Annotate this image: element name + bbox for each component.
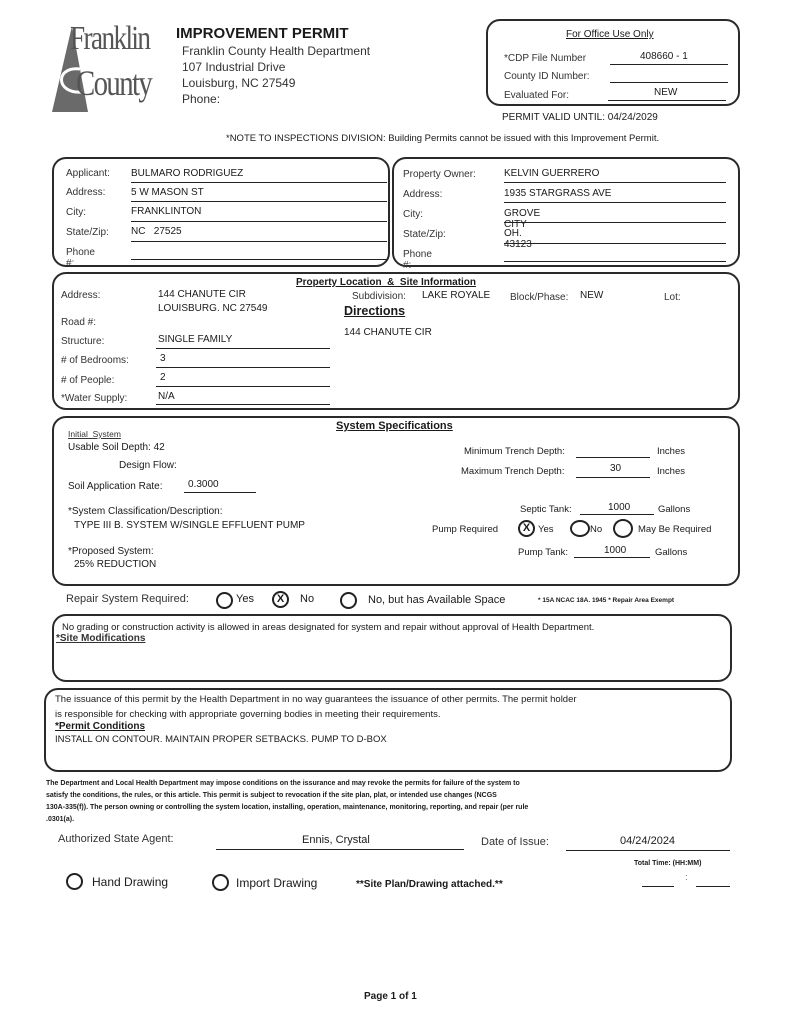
subdivision-value: LAKE ROYALE xyxy=(422,290,491,301)
site-plan-attached-note: **Site Plan/Drawing attached.** xyxy=(356,879,503,890)
septic-tank-value: 1000 xyxy=(608,502,631,513)
pump-no-radio[interactable] xyxy=(570,520,590,537)
people-value: 2 xyxy=(160,372,166,383)
design-flow-label: Design Flow: xyxy=(119,460,177,471)
evaluated-value: NEW xyxy=(654,87,678,98)
time-separator: : xyxy=(685,872,688,883)
structure-value: SINGLE FAMILY xyxy=(158,334,233,345)
owner-city: GROVE CITY xyxy=(504,208,541,230)
subdivision-label: Subdivision: xyxy=(352,291,406,302)
owner-label: Property Owner: xyxy=(403,169,476,180)
classification-label: *System Classification/Description: xyxy=(68,506,223,517)
property-address-line1: 144 CHANUTE CIR xyxy=(158,289,246,300)
structure-line xyxy=(156,348,330,349)
office-use-title: For Office Use Only xyxy=(566,29,654,40)
applicant-phone-label: Phone #: xyxy=(66,247,95,269)
soil-rate-value: 0.3000 xyxy=(188,479,219,490)
structure-label: Structure: xyxy=(61,336,105,347)
property-address-line2: LOUISBURG. NC 27549 xyxy=(158,303,268,314)
agent-label: Authorized State Agent: xyxy=(58,833,174,845)
agent-line xyxy=(216,849,464,850)
applicant-city-line xyxy=(131,221,387,222)
applicant-phone-line[interactable] xyxy=(131,259,387,260)
classification-value: TYPE III B. SYSTEM W/SINGLE EFFLUENT PUMP xyxy=(74,520,305,531)
owner-city-label: City: xyxy=(403,209,423,220)
owner-name-line xyxy=(504,182,726,183)
proposed-system-label: *Proposed System: xyxy=(68,546,154,557)
septic-gallons: Gallons xyxy=(658,504,691,515)
bedrooms-label: # of Bedrooms: xyxy=(61,355,129,366)
conditions-notice-1: The issuance of this permit by the Health Department in no way guarantees the issuance of other permits. The permit holder xyxy=(55,694,577,705)
office-use-box xyxy=(486,19,740,106)
people-line xyxy=(156,386,330,387)
cdp-line xyxy=(610,64,728,65)
inspection-note: *NOTE TO INSPECTIONS DIVISION: Building Permits cannot be issued with this Improvement Permit. xyxy=(226,133,660,144)
conditions-notice-2: is responsible for checking with appropriate governing bodies in meeting their requirements. xyxy=(55,709,441,720)
applicant-label: Applicant: xyxy=(66,168,110,179)
pump-tank-value: 1000 xyxy=(604,545,627,556)
directions-title: Directions xyxy=(344,304,406,318)
date-of-issue-value: 04/24/2024 xyxy=(620,835,676,847)
repair-space-radio[interactable] xyxy=(340,592,357,609)
total-time-label: Total Time: (HH:MM) xyxy=(634,860,702,867)
permit-title: IMPROVEMENT PERMIT xyxy=(176,25,349,42)
department-street: 107 Industrial Drive xyxy=(182,60,286,74)
road-label: Road #: xyxy=(61,317,97,328)
total-time-minutes-line[interactable] xyxy=(696,886,730,887)
water-supply-value: N/A xyxy=(158,391,175,402)
owner-state-label: State/Zip: xyxy=(403,229,446,240)
legal-line-2: satisfy the conditions, the rules, or this article. This permit is subject to revocation if the site plan, plat, or intended use changes (NCGS xyxy=(46,792,497,799)
owner-address: 1935 STARGRASS AVE xyxy=(504,188,612,199)
county-id-line[interactable] xyxy=(610,82,728,83)
site-mod-title: *Site Modifications xyxy=(56,633,146,644)
owner-phone-line[interactable] xyxy=(504,261,726,262)
max-trench-line xyxy=(576,477,650,478)
pump-yes-label: Yes xyxy=(538,524,554,535)
repair-yes-radio[interactable] xyxy=(216,592,233,609)
pump-yes-radio[interactable]: X xyxy=(518,520,535,537)
agent-value: Ennis, Crystal xyxy=(302,834,370,846)
applicant-address-line xyxy=(131,201,387,202)
applicant-address-label: Address: xyxy=(66,187,106,198)
logo-franklin: Franklin xyxy=(70,20,150,57)
min-trench-line[interactable] xyxy=(576,457,650,458)
cdp-label: *CDP File Number xyxy=(504,53,587,64)
repair-required-label: Repair System Required: xyxy=(66,593,189,605)
septic-tank-label: Septic Tank: xyxy=(520,504,572,515)
proposed-system-value: 25% REDUCTION xyxy=(74,559,157,570)
pump-required-label: Pump Required xyxy=(432,524,499,535)
system-section-title: System Specifications xyxy=(336,420,453,432)
directions-value: 144 CHANUTE CIR xyxy=(344,327,432,338)
hand-drawing-radio[interactable] xyxy=(66,873,83,890)
pump-no-label: No xyxy=(590,524,603,535)
date-of-issue-label: Date of Issue: xyxy=(481,836,549,848)
legal-text xyxy=(46,778,528,826)
pump-tank-line xyxy=(574,557,650,558)
pump-tank-label: Pump Tank: xyxy=(518,547,568,558)
hand-drawing-label: Hand Drawing xyxy=(92,875,169,889)
property-address-label: Address: xyxy=(61,290,101,301)
soil-rate-line xyxy=(184,492,256,493)
owner-state-line xyxy=(504,243,726,244)
department-phone: Phone: xyxy=(182,92,221,106)
applicant-state-label: State/Zip: xyxy=(66,227,109,238)
repair-no-radio[interactable]: X xyxy=(272,591,289,608)
import-drawing-label: Import Drawing xyxy=(236,876,318,890)
block-phase-label: Block/Phase: xyxy=(510,292,569,303)
property-section-title: Property Location & Site Information xyxy=(296,277,477,288)
bedrooms-line xyxy=(156,367,330,368)
applicant-city: FRANKLINTON xyxy=(131,206,202,217)
max-trench-label: Maximum Trench Depth: xyxy=(461,466,565,477)
evaluated-line xyxy=(608,100,726,101)
conditions-title: *Permit Conditions xyxy=(55,721,146,732)
block-phase-value: NEW xyxy=(580,290,604,301)
pump-maybe-label: May Be Required xyxy=(638,524,712,535)
owner-phone-label: Phone #: xyxy=(403,249,432,271)
cdp-value: 408660 - 1 xyxy=(640,51,688,62)
logo-county: County xyxy=(76,63,152,103)
applicant-name: BULMARO RODRIGUEZ xyxy=(131,168,244,179)
department-city: Louisburg, NC 27549 xyxy=(182,76,296,90)
repair-space-label: No, but has Available Space xyxy=(368,594,506,606)
lot-label: Lot: xyxy=(664,292,681,303)
pump-maybe-radio[interactable] xyxy=(613,519,633,538)
applicant-name-line xyxy=(131,182,387,183)
evaluated-label: Evaluated For: xyxy=(504,90,570,101)
permit-valid-until: PERMIT VALID UNTIL: 04/24/2029 xyxy=(502,112,658,123)
owner-address-line xyxy=(504,202,726,203)
people-label: # of People: xyxy=(61,375,115,386)
total-time-hours-line[interactable] xyxy=(642,886,674,887)
legal-line-4: .0301(a). xyxy=(46,816,75,823)
repair-no-label: No xyxy=(300,593,315,605)
applicant-address: 5 W MASON ST xyxy=(131,187,204,198)
county-id-label: County ID Number: xyxy=(504,71,590,82)
usable-soil-depth: Usable Soil Depth: 42 xyxy=(68,442,165,453)
bedrooms-value: 3 xyxy=(160,353,166,364)
max-trench-value: 30 xyxy=(610,463,622,474)
site-mod-notice: No grading or construction activity is allowed in areas designated for system and repair without approval of Health Department. xyxy=(62,622,595,633)
applicant-city-label: City: xyxy=(66,207,86,218)
water-supply-label: *Water Supply: xyxy=(61,393,128,404)
owner-name: KELVIN GUERRERO xyxy=(504,168,600,179)
soil-rate-label: Soil Application Rate: xyxy=(68,481,163,492)
applicant-state-zip: NC 27525 xyxy=(131,226,182,237)
min-trench-inches: Inches xyxy=(657,446,685,457)
septic-tank-line xyxy=(580,514,654,515)
import-drawing-radio[interactable] xyxy=(212,874,229,891)
legal-line-3: 130A-335(f)). The person owning or controlling the system location, installing, operation, maintenance, monitoring, reporting, and repair (per rule xyxy=(46,804,529,811)
conditions-value: INSTALL ON CONTOUR. MAINTAIN PROPER SETBACKS. PUMP TO D-BOX xyxy=(55,734,387,745)
page-number: Page 1 of 1 xyxy=(364,991,417,1002)
repair-yes-label: Yes xyxy=(236,593,254,605)
max-trench-inches: Inches xyxy=(657,466,685,477)
pump-tank-gallons: Gallons xyxy=(655,547,688,558)
owner-city-line xyxy=(504,222,726,223)
water-supply-line xyxy=(156,404,330,405)
initial-system-label: Initial System xyxy=(68,429,121,439)
applicant-state-line xyxy=(131,241,387,242)
owner-address-label: Address: xyxy=(403,189,443,200)
department-name: Franklin County Health Department xyxy=(182,44,371,58)
min-trench-label: Minimum Trench Depth: xyxy=(464,446,565,457)
legal-line-1: The Department and Local Health Department may impose conditions on the issurance and may revoke the permits for failure of the system to xyxy=(46,780,520,787)
owner-state-zip: OH. 43123 xyxy=(504,228,532,250)
county-logo xyxy=(48,18,160,128)
repair-exempt-note: * 15A NCAC 18A. 1945 * Repair Area Exempt xyxy=(538,597,675,604)
date-of-issue-line xyxy=(566,850,730,851)
